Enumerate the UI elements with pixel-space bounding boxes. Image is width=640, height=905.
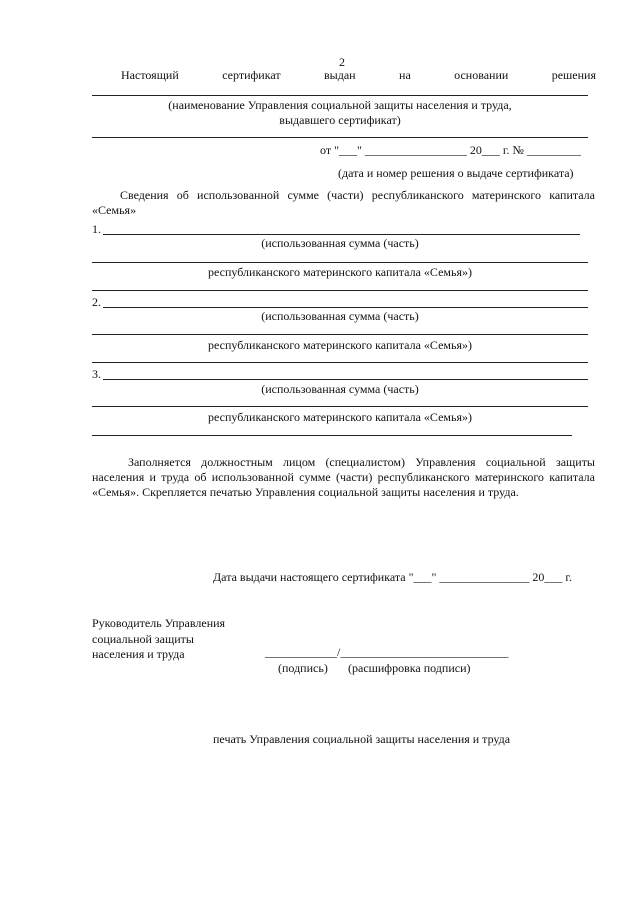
issue-date-line: Дата выдачи настоящего сертификата "___" _______________ 20___ г.: [213, 570, 572, 584]
stamp-note: печать Управления социальной защиты населения и труда: [213, 732, 511, 746]
entry-fill-line: [92, 334, 588, 335]
entry-number: 3.: [92, 367, 101, 381]
intro-word: решения: [551, 68, 596, 82]
entry-fill-line: [92, 290, 588, 291]
intro-word: Настоящий: [121, 68, 179, 82]
entry-amount-line: [103, 307, 588, 308]
intro-word: на: [399, 68, 411, 82]
head-title-1: Руководитель Управления: [92, 616, 226, 630]
intro-word: сертификат: [222, 68, 281, 82]
decision-caption: (дата и номер решения о выдаче сертификата): [338, 166, 574, 180]
issuer-caption-1: (наименование Управления социальной защиты населения и труда,: [168, 98, 512, 112]
issuer-caption-2: выдавшего сертификат): [279, 113, 401, 127]
entry-fill-line: [92, 406, 588, 407]
entry-fill-line: [92, 435, 572, 436]
entry-amount-line: [103, 379, 588, 380]
entry-amount-caption: (использованная сумма (часть): [261, 382, 419, 396]
filled-by-note: Заполняется должностным лицом (специалистом) Управления социальной защиты населения и труда об использованной сумме (части) республиканского материнского капитала «Семья». Скрепляется печатью Управления социальной защиты населения и труда.: [92, 455, 595, 499]
decision-line: от "___" _________________ 20___ г. № _________: [320, 143, 581, 157]
signature-line: ____________/____________________________: [265, 645, 509, 659]
signature-decode-caption: (расшифровка подписи): [348, 661, 471, 675]
entry-amount-line: [103, 234, 580, 235]
entry-amount-caption: (использованная сумма (часть): [261, 236, 419, 250]
entry-amount-caption: (использованная сумма (часть): [261, 309, 419, 323]
issuer-fill-line: [92, 95, 588, 96]
intro-line: [121, 68, 596, 83]
issuer-fill-line-2: [92, 137, 588, 138]
page-number: 2: [339, 55, 345, 69]
entry-capital-caption: республиканского материнского капитала «Семья»): [208, 410, 472, 424]
entry-fill-line: [92, 362, 588, 363]
intro-word: основании: [454, 68, 509, 82]
entry-number: 2.: [92, 295, 101, 309]
entry-fill-line: [92, 262, 588, 263]
intro-word: выдан: [324, 68, 356, 82]
usage-heading: Сведения об использованной сумме (части) республиканского материнского капитала «Семья»: [92, 188, 595, 217]
signature-caption: (подпись): [278, 661, 328, 675]
entry-number: 1.: [92, 222, 101, 236]
head-title-2: социальной защиты: [92, 632, 194, 646]
head-title-3: населения и труда: [92, 647, 185, 661]
entry-capital-caption: республиканского материнского капитала «Семья»): [208, 338, 472, 352]
entry-capital-caption: республиканского материнского капитала «Семья»): [208, 265, 472, 279]
